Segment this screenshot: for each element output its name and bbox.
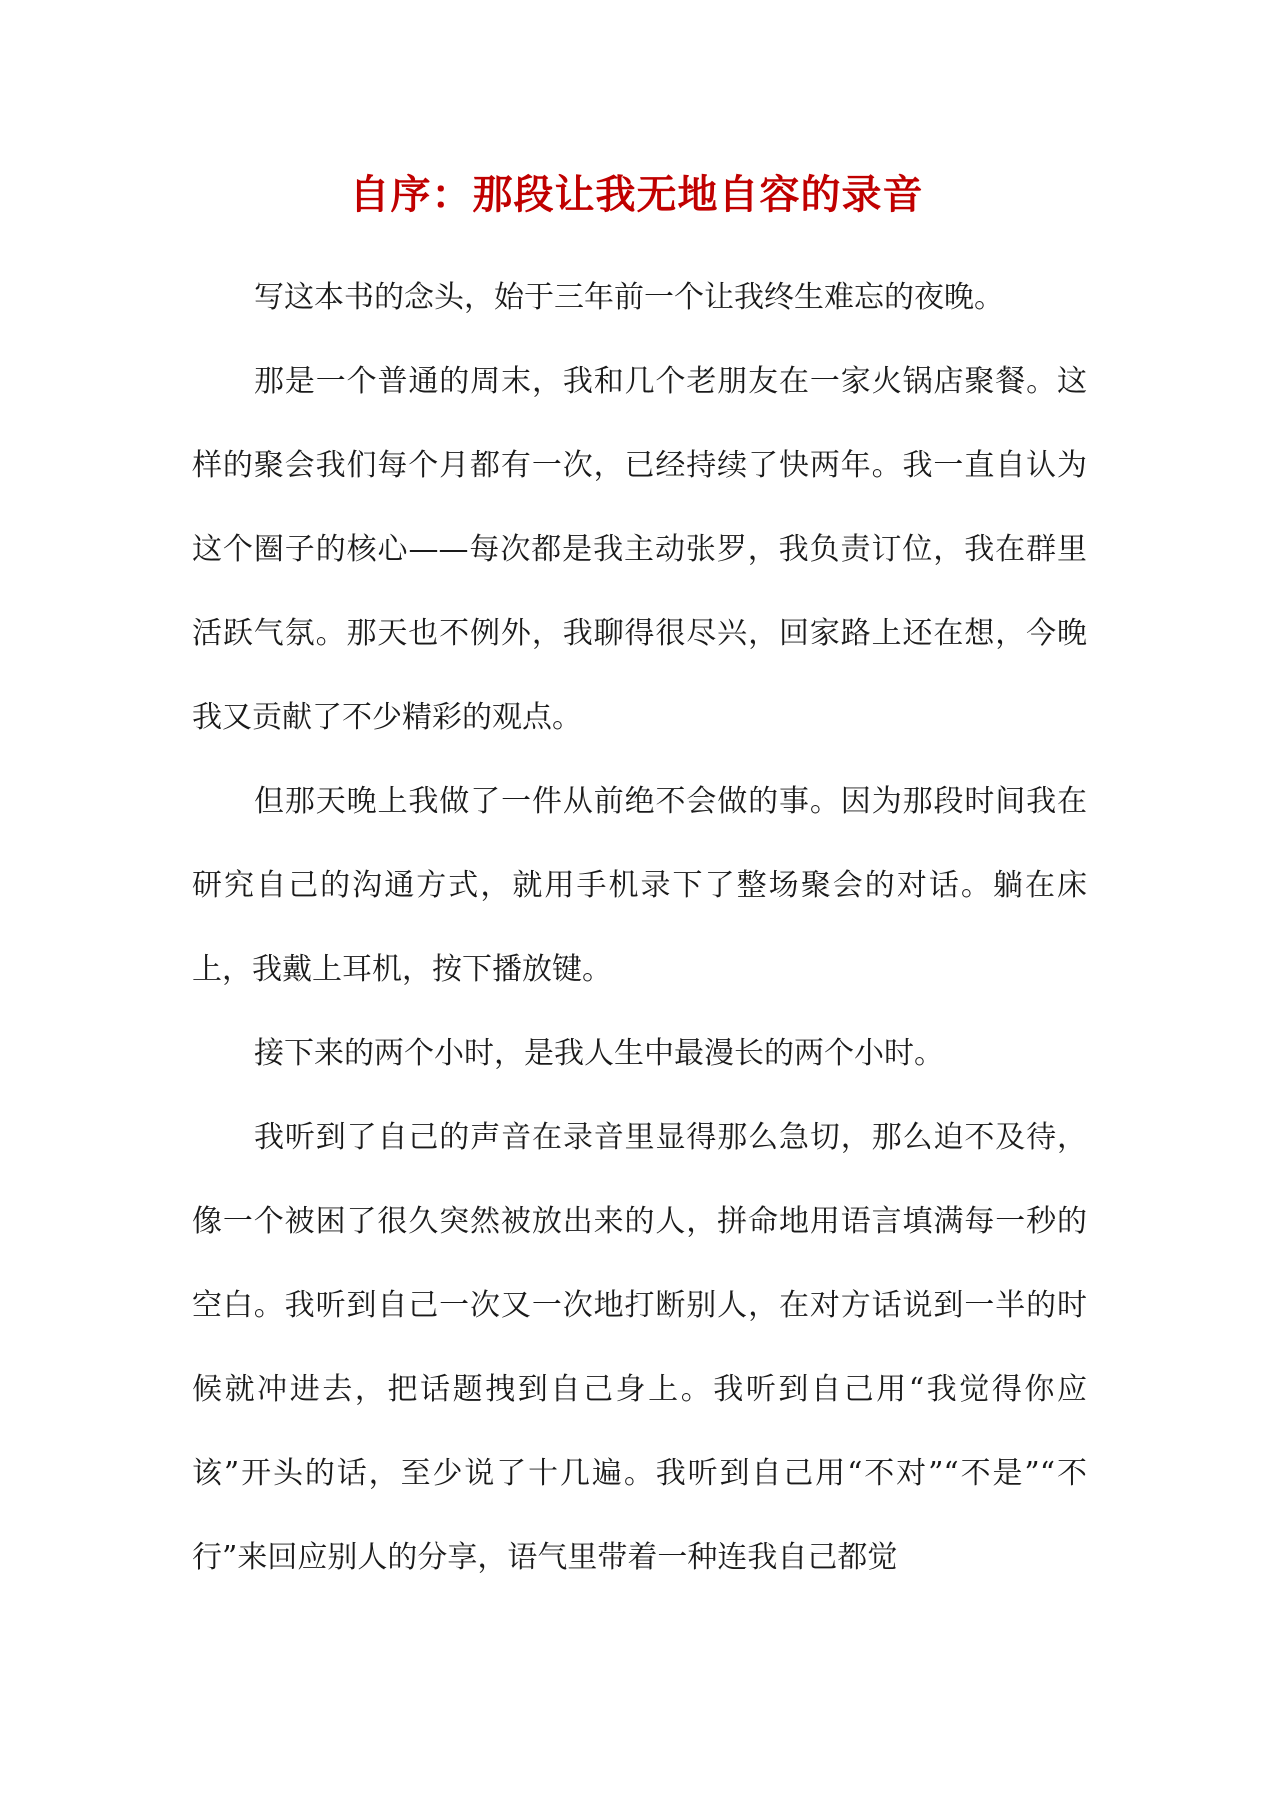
paragraph-3: 但那天晚上我做了一件从前绝不会做的事。因为那段时间我在研究自己的沟通方式，就用手机录下了整场聚会的对话。躺在床上，我戴上耳机，按下播放键。 [192,784,1087,987]
chapter-body [192,256,1087,1600]
chapter-title: 自序：那段让我无地自容的录音 [349,171,924,218]
paragraph-1: 写这本书的念头，始于三年前一个让我终生难忘的夜晚。 [254,280,1004,315]
paragraph-2: 那是一个普通的周末，我和几个老朋友在一家火锅店聚餐。这样的聚会我们每个月都有一次，已经持续了快两年。我一直自认为这个圈子的核心——每次都是我主动张罗，我负责订位，我在群里活跃气氛。那天也不例外，我聊得很尽兴，回家路上还在想，今晚我又贡献了不少精彩的观点。 [192,364,1087,735]
paragraph-5: 我听到了自己的声音在录音里显得那么急切，那么迫不及待，像一个被困了很久突然被放出来的人，拼命地用语言填满每一秒的空白。我听到自己一次又一次地打断别人，在对方话说到一半的时候就冲进去，把话题拽到自己身上。我听到自己用“我觉得你应该”开头的话，至少说了十几遍。我听到自己用“不对”“不是”“不行”来回应别人的分享，语气里带着一种连我自己都觉 [192,1120,1087,1575]
paragraph-4: 接下来的两个小时，是我人生中最漫长的两个小时。 [254,1036,944,1071]
